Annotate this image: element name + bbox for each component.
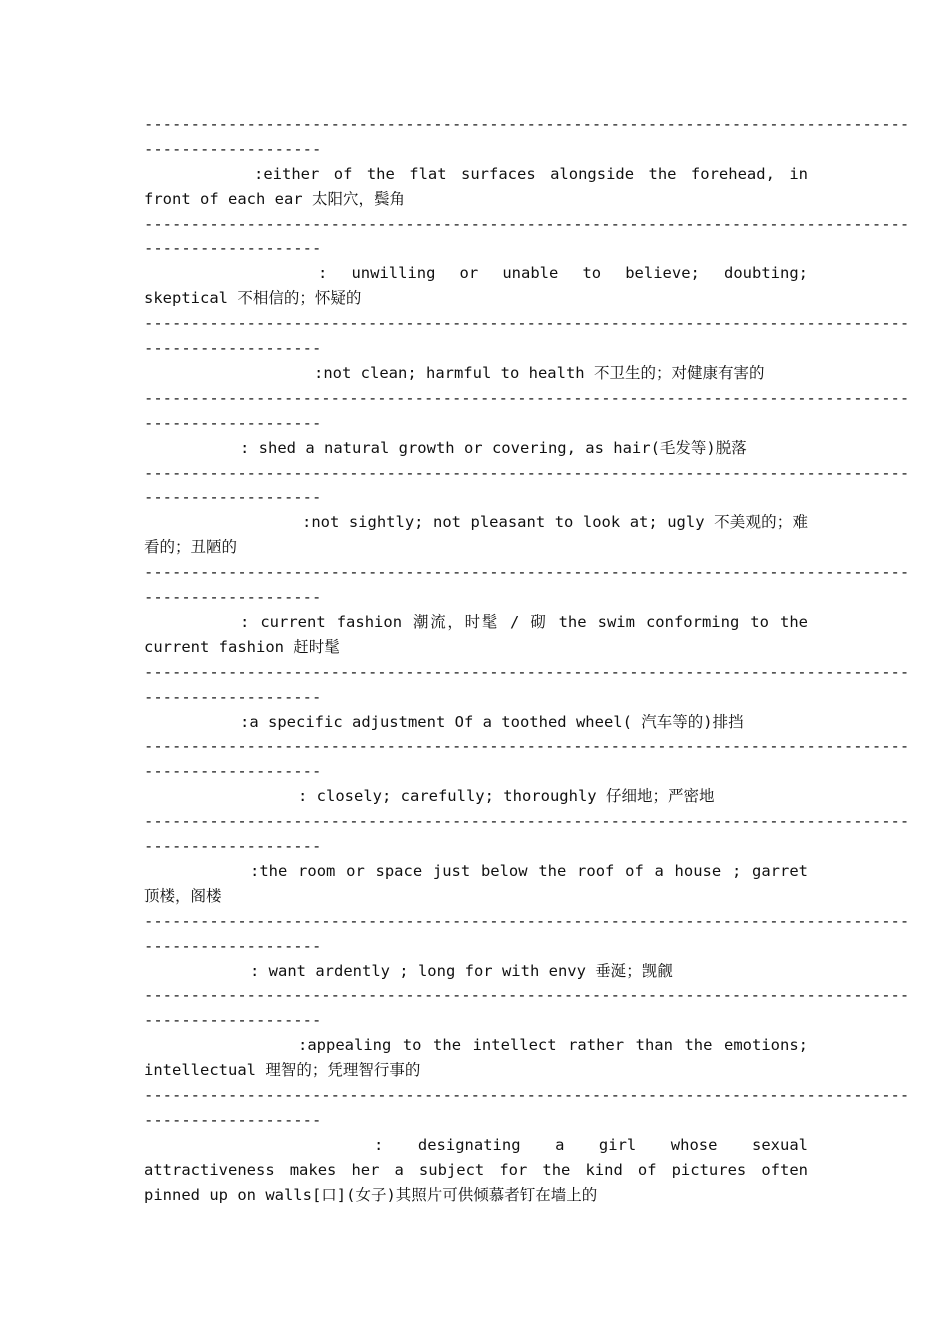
definition-entry: :a specific adjustment Of a toothed wheel( 汽车等的)排挡 <box>240 712 744 731</box>
separator-rule-tail: ------------------- <box>144 239 322 258</box>
separator-rule: ---------------------------------------------------------------------------------- <box>144 662 910 681</box>
separator-rule: ---------------------------------------------------------------------------------- <box>144 1086 910 1104</box>
separator-rule: ---------------------------------------------------------------------------------- <box>144 388 910 407</box>
definition-entry: :not sightly; not pleasant to look at; ugly 不美观的；难看的；丑陋的 <box>144 513 808 557</box>
definition-entry: :appealing to the intellect rather than the emotions; intellectual 理智的；凭理智行事的 <box>144 1036 808 1080</box>
separator-rule-tail: ------------------- <box>144 1011 322 1030</box>
definition-entry: : designating a girl whose sexual attractiveness makes her a subject for the kind of pictures often pinned up on walls[口](女子)其照片可供倾慕者钉在墙上的 <box>144 1135 808 1204</box>
separator-rule: ---------------------------------------------------------------------------------- <box>144 563 910 582</box>
definition-list <box>144 112 910 1208</box>
separator-rule: ---------------------------------------------------------------------------------- <box>144 115 910 133</box>
separator-rule: ---------------------------------------------------------------------------------- <box>144 812 910 831</box>
separator-rule: ---------------------------------------------------------------------------------- <box>144 463 910 482</box>
definition-entry: : unwilling or unable to believe; doubting; skeptical 不相信的；怀疑的 <box>144 264 808 308</box>
separator-rule-tail: ------------------- <box>144 588 322 607</box>
separator-rule: ---------------------------------------------------------------------------------- <box>144 911 910 930</box>
separator-rule-tail: ------------------- <box>144 488 322 507</box>
definition-entry: : current fashion 潮流，时髦 / 砌 the swim conforming to the current fashion 赶时髦 <box>144 612 808 656</box>
separator-rule-tail: ------------------- <box>144 139 322 158</box>
separator-rule-tail: ------------------- <box>144 413 322 432</box>
definition-entry: : closely; carefully; thoroughly 仔细地；严密地 <box>298 787 715 806</box>
separator-rule-tail: ------------------- <box>144 339 322 358</box>
separator-rule-tail: ------------------- <box>144 1110 322 1129</box>
definition-entry: : shed a natural growth or covering, as hair(毛发等)脱落 <box>240 438 747 457</box>
separator-rule: ---------------------------------------------------------------------------------- <box>144 737 910 756</box>
separator-rule-tail: ------------------- <box>144 936 322 955</box>
definition-entry: :the room or space just below the roof of a house ; garret 顶楼，阁楼 <box>144 861 808 905</box>
definition-entry: :either of the flat surfaces alongside the forehead, in front of each ear 太阳穴，鬓角 <box>144 164 808 208</box>
definition-entry: : want ardently ; long for with envy 垂涎；觊觎 <box>250 961 673 980</box>
separator-rule: ---------------------------------------------------------------------------------- <box>144 214 910 233</box>
separator-rule-tail: ------------------- <box>144 762 322 781</box>
separator-rule-tail: ------------------- <box>144 837 322 856</box>
separator-rule: ---------------------------------------------------------------------------------- <box>144 986 910 1005</box>
separator-rule-tail: ------------------- <box>144 687 322 706</box>
separator-rule: ---------------------------------------------------------------------------------- <box>144 314 910 333</box>
definition-entry: :not clean; harmful to health 不卫生的；对健康有害的 <box>314 363 765 382</box>
